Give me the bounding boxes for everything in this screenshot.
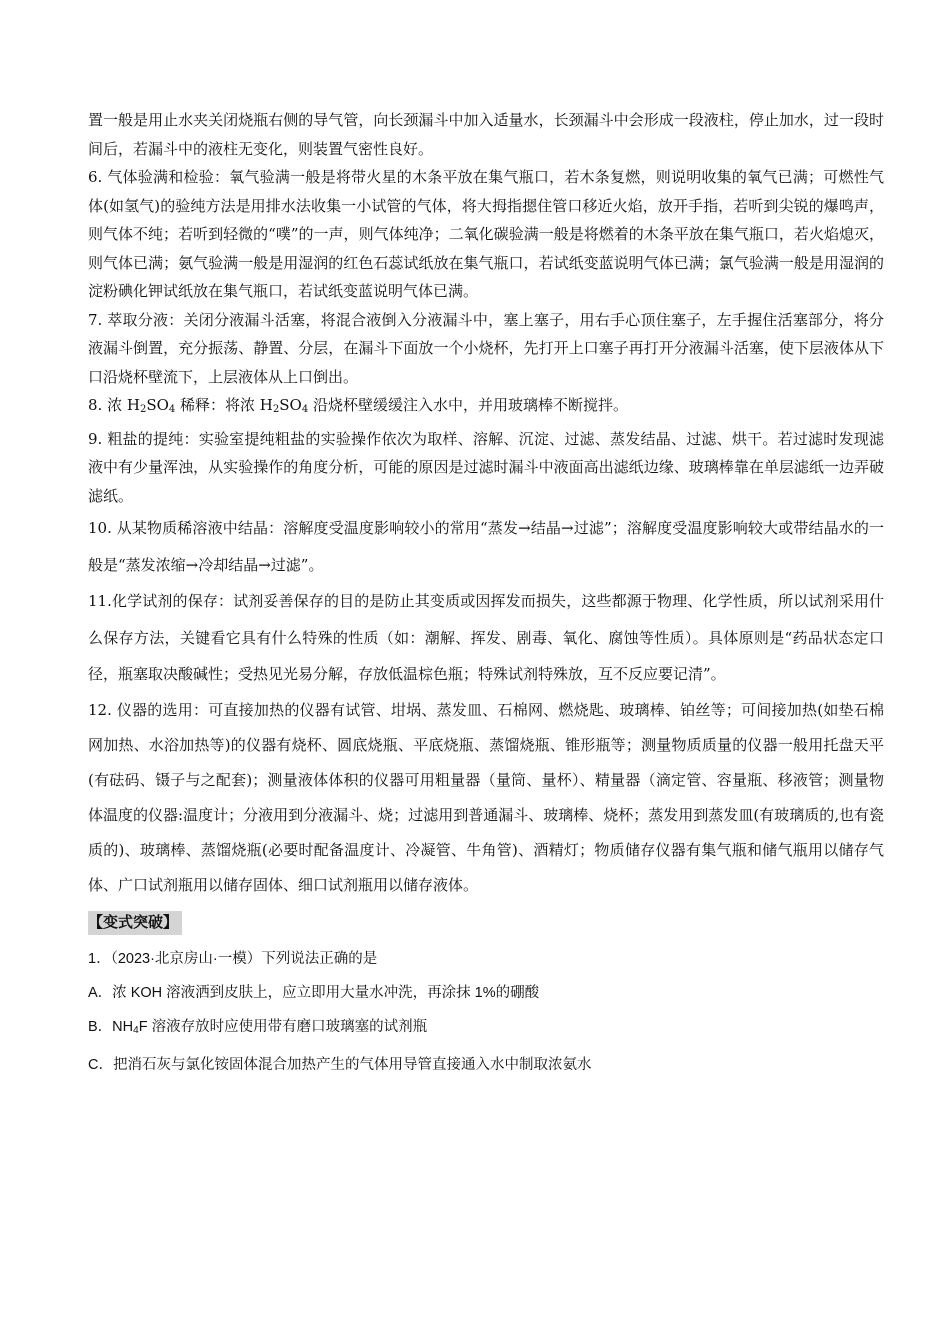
- paragraph-airtightness: 置一般是用止水夹关闭烧瓶右侧的导气管，向长颈漏斗中加入适量水，长颈漏斗中会形成一段液柱，停止加水，过一段时间后，若漏斗中的液柱无变化，则装置气密性良好。: [88, 111, 884, 158]
- option-c: C．把消石灰与氯化铵固体混合加热产生的气体用导管直接通入水中制取浓氨水: [88, 1056, 592, 1073]
- section-title: 【变式突破】: [88, 911, 182, 935]
- paragraph-extraction: 7. 萃取分液：关闭分液漏斗活塞，将混合液倒入分液漏斗中，塞上塞子，用右手心顶住塞子，左手握住活塞部分，将分液漏斗倒置，充分振荡、静置、分层，在漏斗下面放一个小烧杯，先打开上口塞子再打开分液漏斗活塞，使下层液体从下口沿烧杯壁流下，上层液体从上口倒出。: [88, 310, 884, 386]
- paragraph-reagent-storage: 11.化学试剂的保存：试剂妥善保存的目的是防止其变质或因挥发而损失，这些都源于物理、化学性质，所以试剂采用什么保存方法，关键看它具有什么特殊的性质（如：潮解、挥发、剧毒、氧化、腐蚀等性质）。具体原则是“药品状态定口径，瓶塞取决酸碱性；受热见光易分解，存放低温棕色瓶；特殊试剂特殊放，互不反应要记清”。: [88, 592, 884, 683]
- option-b: B．$NH_4F$ 溶液存放时应使用带有磨口玻璃塞的试剂瓶: [88, 1018, 428, 1036]
- paragraph-crystallization: 10. 从某物质稀溶液中结晶：溶解度受温度影响较小的常用“蒸发→结晶→过滤”；溶解度受温度影响较大或带结晶水的一般是“蒸发浓缩→冷却结晶→过滤”。: [88, 519, 884, 574]
- paragraph-salt-purification: 9. 粗盐的提纯：实验室提纯粗盐的实验操作依次为取样、溶解、沉淀、过滤、蒸发结晶、过滤、烘干。若过滤时发现滤液中有少量浑浊，从实验操作的角度分析，可能的原因是过滤时漏斗中液面高出滤纸边缘、玻璃棒靠在单层滤纸一边弄破滤纸。: [88, 429, 884, 505]
- option-a: A．浓 KOH 溶液洒到皮肤上，应立即用大量水冲洗，再涂抹 1%的硼酸: [88, 984, 540, 1001]
- question-stem: 1．（2023·北京房山·一模）下列说法正确的是: [88, 950, 378, 967]
- paragraph-gas-testing: 6. 气体验满和检验：氧气验满一般是将带火星的木条平放在集气瓶口，若木条复燃，则说明收集的氧气已满；可燃性气体(如氢气)的验纯方法是用排水法收集一小试管的气体，将大拇指摁住管口移近火焰，放开手指，若听到尖锐的爆鸣声，则气体不纯；若听到轻微的“噗”的一声，则气体纯净；二氧化碳验满一般是将燃着的木条平放在集气瓶口，若火焰熄灭，则气体已满；氨气验满一般是用湿润的红色石蕊试纸放在集气瓶口，若试纸变蓝说明气体已满；氯气验满一般是用湿润的淀粉碘化钾试纸放在集气瓶口，若试纸变蓝说明气体已满。: [88, 168, 884, 300]
- paragraph-dilution: 8. 浓 $H_2SO_4$ 稀释：将浓 $H_2SO_4$ 沿烧杯壁缓缓注入水中，并用玻璃棒不断搅拌。: [88, 396, 628, 415]
- paragraph-instrument-selection: 12. 仪器的选用：可直接加热的仪器有试管、坩埚、蒸发皿、石棉网、燃烧匙、玻璃棒、铂丝等；可间接加热(如垫石棉网加热、水浴加热等)的仪器有烧杯、圆底烧瓶、平底烧瓶、蒸馏烧瓶、锥形瓶等；测量物质质量的仪器一般用托盘天平(有砝码、镊子与之配套)；测量液体体积的仪器可用粗量器（量筒、量杯）、精量器（滴定管、容量瓶、移液管；测量物体温度的仪器:温度计；分液用到分液漏斗、烧；过滤用到普通漏斗、玻璃棒、烧杯；蒸发用到蒸发皿(有玻璃质的,也有瓷质的)、玻璃棒、蒸馏烧瓶(必要时配备温度计、冷凝管、牛角管)、酒精灯；物质储存仪器有集气瓶和储气瓶用以储存气体、广口试剂瓶用以储存固体、细口试剂瓶用以储存液体。: [88, 700, 884, 894]
